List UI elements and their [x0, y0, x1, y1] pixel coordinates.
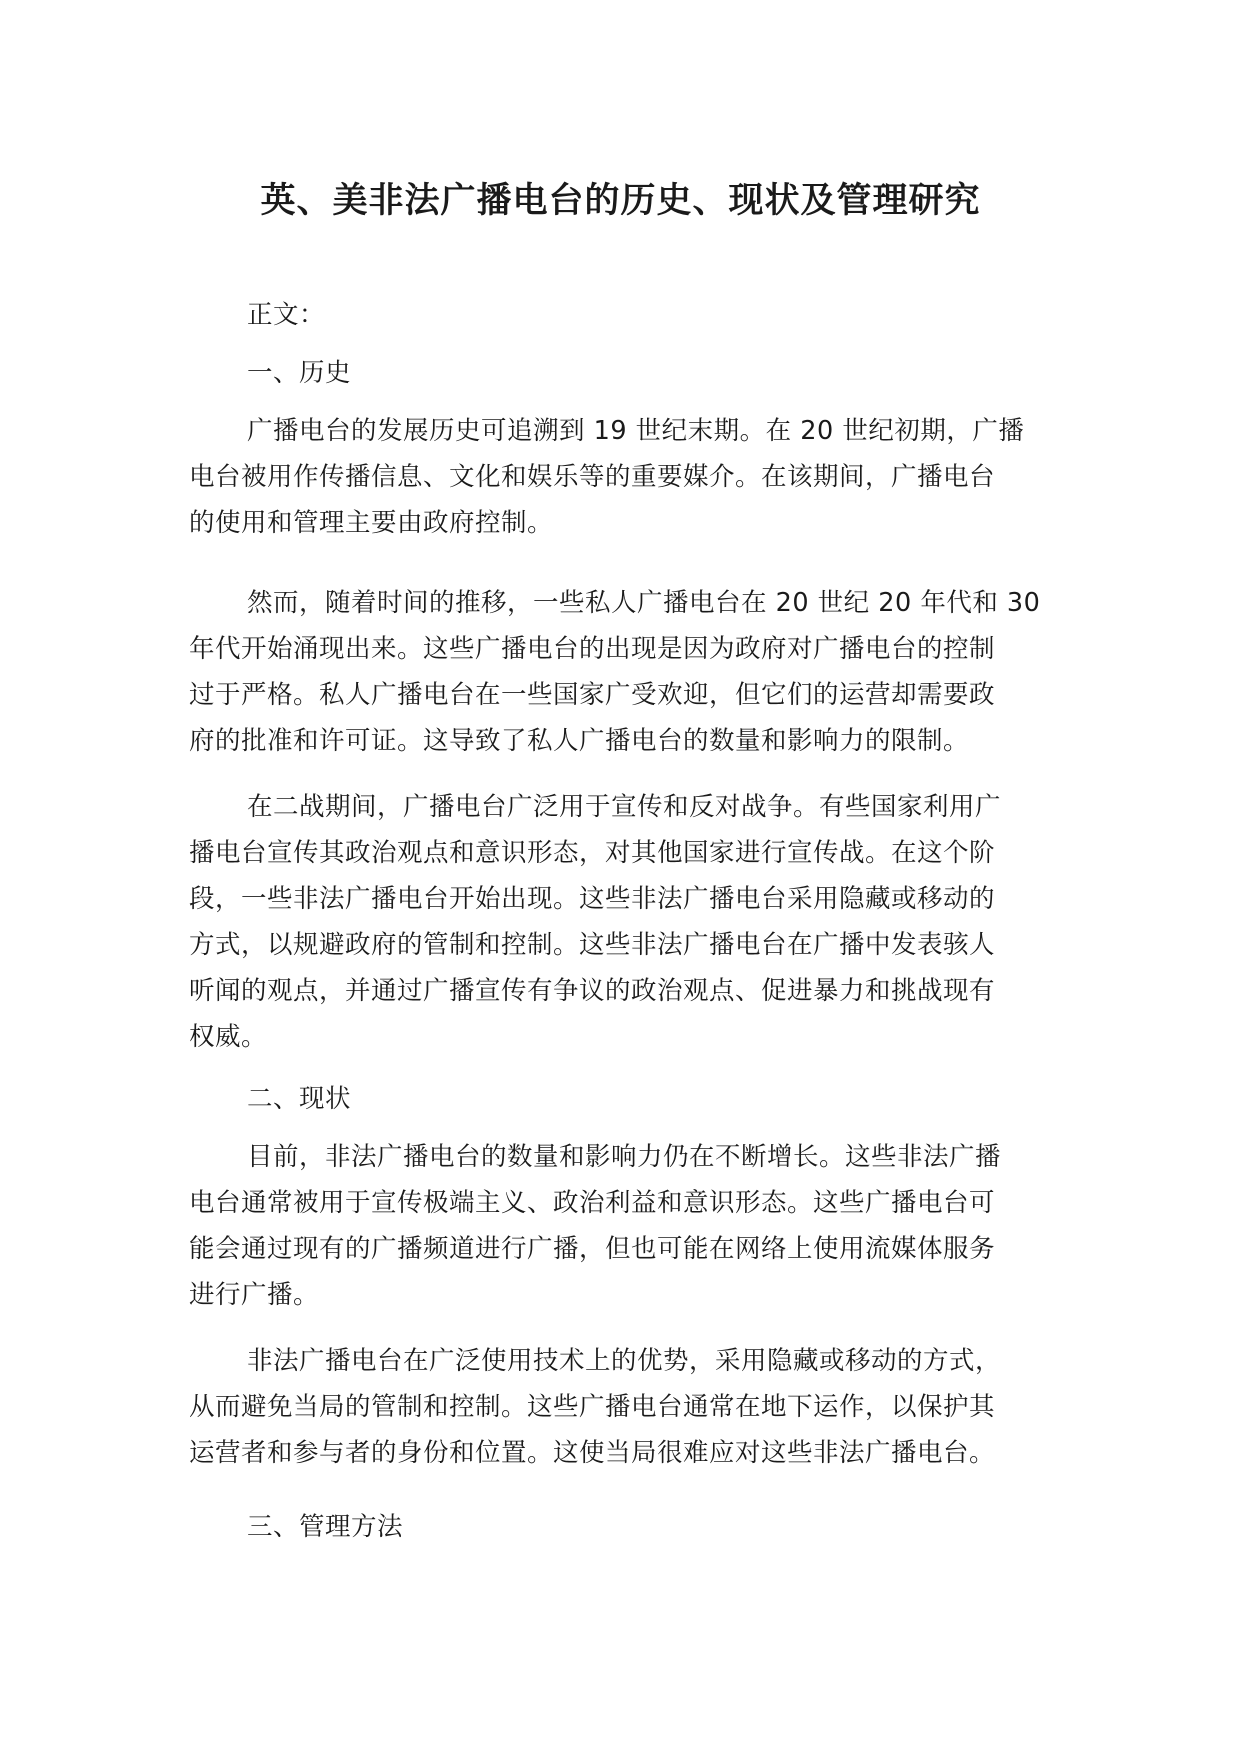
paragraph-line: 听闻的观点，并通过广播宣传有争议的政治观点、促进暴力和挑战现有: [189, 976, 996, 1006]
paragraph-line: 年代开始涌现出来。这些广播电台的出现是因为政府对广播电台的控制: [189, 634, 996, 664]
paragraph-line: 然而，随着时间的推移，一些私人广播电台在 20 世纪 20 年代和 30: [247, 588, 1041, 618]
paragraph-line: 目前，非法广播电台的数量和影响力仍在不断增长。这些非法广播: [247, 1142, 1002, 1172]
paragraph-line: 段，一些非法广播电台开始出现。这些非法广播电台采用隐藏或移动的: [189, 884, 996, 914]
paragraph-line: 在二战期间，广播电台广泛用于宣传和反对战争。有些国家利用广: [247, 792, 1002, 822]
paragraph-5: [189, 1338, 1051, 1476]
paragraph-line: 能会通过现有的广播频道进行广播，但也可能在网络上使用流媒体服务: [189, 1234, 996, 1264]
paragraph-4: [189, 1134, 1051, 1318]
paragraph-line: 运营者和参与者的身份和位置。这使当局很难应对这些非法广播电台。: [189, 1438, 996, 1468]
body-label: 正文：: [247, 300, 326, 330]
paragraph-line: 非法广播电台在广泛使用技术上的优势，采用隐藏或移动的方式，: [247, 1346, 1002, 1376]
paragraph-line: 播电台宣传其政治观点和意识形态，对其他国家进行宣传战。在这个阶: [189, 838, 996, 868]
paragraph-1: [189, 408, 1051, 546]
paragraph-line: 从而避免当局的管制和控制。这些广播电台通常在地下运作，以保护其: [189, 1392, 996, 1422]
section-heading-history: 一、历史: [247, 358, 352, 388]
section-heading-management: 三、管理方法: [247, 1512, 404, 1542]
paragraph-line: 权威。: [189, 1022, 268, 1052]
paragraph-line: 电台被用作传播信息、文化和娱乐等的重要媒介。在该期间，广播电台: [189, 462, 996, 492]
paragraph-line: 进行广播。: [189, 1280, 320, 1310]
paragraph-line: 广播电台的发展历史可追溯到 19 世纪末期。在 20 世纪初期，广播: [247, 416, 1025, 446]
paragraph-line: 的使用和管理主要由政府控制。: [189, 508, 554, 538]
paragraph-line: 府的批准和许可证。这导致了私人广播电台的数量和影响力的限制。: [189, 726, 970, 756]
paragraph-line: 电台通常被用于宣传极端主义、政治利益和意识形态。这些广播电台可: [189, 1188, 996, 1218]
document-title: 英、美非法广播电台的历史、现状及管理研究: [260, 181, 981, 221]
section-heading-status: 二、现状: [247, 1084, 352, 1114]
paragraph-3: [189, 784, 1051, 1060]
paragraph-line: 方式，以规避政府的管制和控制。这些非法广播电台在广播中发表骇人: [189, 930, 996, 960]
paragraph-2: [189, 580, 1051, 764]
paragraph-line: 过于严格。私人广播电台在一些国家广受欢迎，但它们的运营却需要政: [189, 680, 996, 710]
